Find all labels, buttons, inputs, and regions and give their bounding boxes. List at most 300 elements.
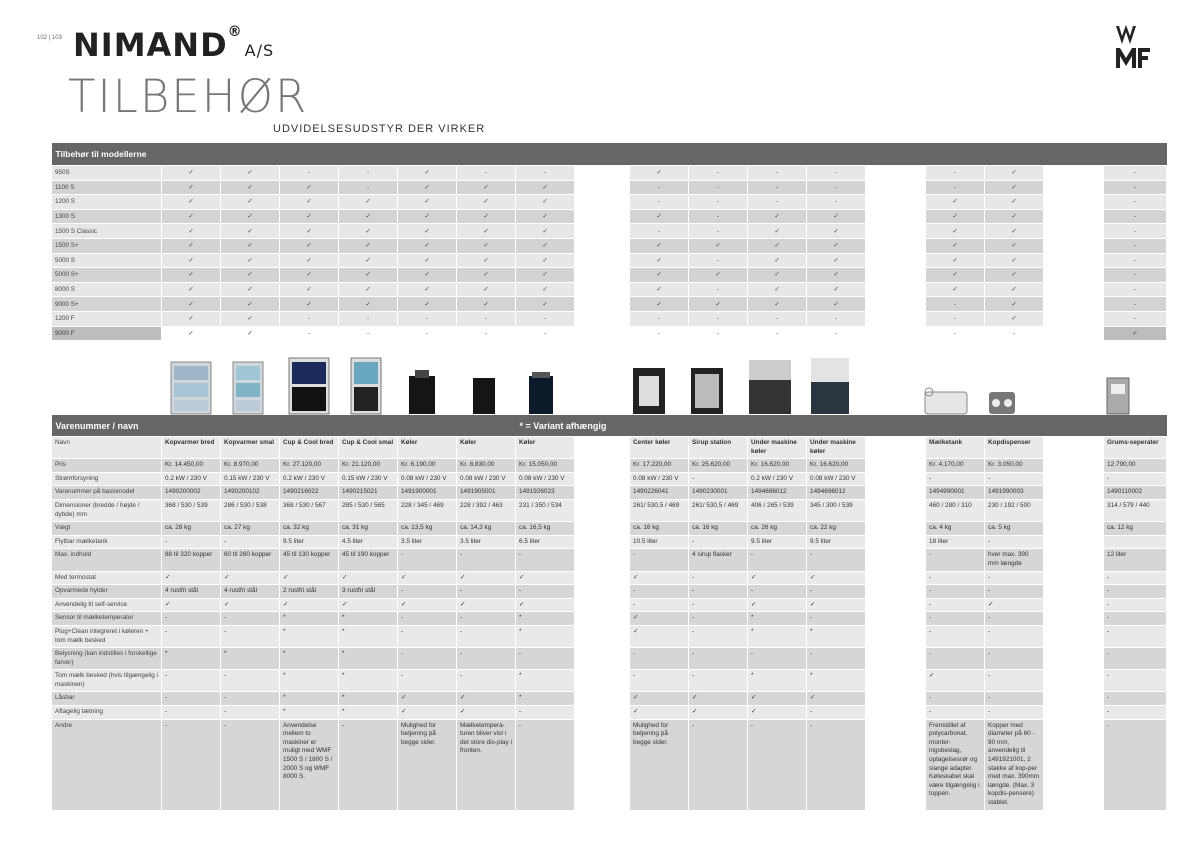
spec-cell: ca. 22 kg xyxy=(807,522,866,536)
spec-cell: - xyxy=(807,706,866,720)
specification-table xyxy=(51,415,1167,811)
compat-cell xyxy=(866,224,926,239)
compat-cell: - xyxy=(398,326,457,341)
compat-cell: ✓ xyxy=(162,311,221,326)
spec-cell: 0.08 kW / 230 V xyxy=(630,472,689,486)
compat-cell: ✓ xyxy=(221,166,280,181)
spec-cell: ✓ xyxy=(630,706,689,720)
cooler-1-image xyxy=(407,368,437,416)
spec-cell: 261/ 530,5 / 469 xyxy=(689,499,748,521)
spec-cell: Mulighed for betjening på begge sider. xyxy=(398,719,457,810)
brand-logo xyxy=(73,26,274,64)
compat-cell xyxy=(866,195,926,210)
spec-cell: ✓ xyxy=(280,598,339,612)
spec-cell: - xyxy=(162,625,221,647)
compat-row xyxy=(52,311,1167,326)
spec-cell: - xyxy=(516,719,575,810)
spec-row-label: Låsbar xyxy=(52,692,162,706)
spec-cell: ✓ xyxy=(985,598,1044,612)
spec-cell: - xyxy=(1104,719,1167,810)
spec-cell: Kr. 21.120,00 xyxy=(339,459,398,473)
compat-cell: - xyxy=(689,282,748,297)
spec-cell: - xyxy=(985,670,1044,692)
spec-row-label: Opvarmede hylder xyxy=(52,585,162,599)
compat-cell: ✓ xyxy=(280,238,339,253)
spec-cell: * xyxy=(748,612,807,626)
compat-cell xyxy=(866,253,926,268)
compat-model-label: 5000 S+ xyxy=(52,268,162,283)
spec-row xyxy=(52,670,1167,692)
spec-cell: 406 / 265 / 539 xyxy=(748,499,807,521)
spec-cell: - xyxy=(1104,585,1167,599)
spec-cell xyxy=(866,549,926,571)
spec-cell: ✓ xyxy=(457,571,516,585)
spec-cell: 1490226041 xyxy=(630,486,689,500)
compat-row xyxy=(52,297,1167,312)
spec-cell: - xyxy=(1104,670,1167,692)
spec-cell: 0.08 kW / 230 V xyxy=(457,472,516,486)
compat-cell: - xyxy=(339,311,398,326)
compat-cell xyxy=(1044,224,1104,239)
spec-cell: - xyxy=(1104,571,1167,585)
spec-cell: - xyxy=(221,692,280,706)
spec-cell: - xyxy=(398,648,457,670)
spec-cell: 88 til 320 kopper xyxy=(162,549,221,571)
compat-cell: - xyxy=(1104,166,1167,181)
registered-mark: ® xyxy=(227,24,243,40)
spec-cell: 1490216022 xyxy=(280,486,339,500)
compat-cell xyxy=(575,195,630,210)
compat-cell: ✓ xyxy=(221,209,280,224)
compat-cell: - xyxy=(689,195,748,210)
spec-cell: 9.5 liter xyxy=(807,535,866,549)
spec-cell: - xyxy=(221,719,280,810)
spec-cell xyxy=(1104,535,1167,549)
compat-cell xyxy=(1044,326,1104,341)
spec-cell: * xyxy=(516,692,575,706)
spec-cell xyxy=(866,598,926,612)
compat-cell xyxy=(1044,166,1104,181)
spec-cell xyxy=(575,612,630,626)
spec-cell: 1494686012 xyxy=(748,486,807,500)
spec-cell: ✓ xyxy=(398,571,457,585)
spec-cell: Under maskine køler xyxy=(748,437,807,459)
spec-cell: ✓ xyxy=(516,598,575,612)
spec-cell: hver max. 390 mm længde xyxy=(985,549,1044,571)
compat-cell: ✓ xyxy=(457,297,516,312)
spec-cell: Kr. 15.050,00 xyxy=(516,459,575,473)
spec-cell xyxy=(575,648,630,670)
compat-cell xyxy=(575,224,630,239)
compat-model-label: 1100 S xyxy=(52,180,162,195)
spec-cell xyxy=(1044,571,1104,585)
compat-model-label: 1200 S xyxy=(52,195,162,210)
spec-cell: 0.2 kW / 230 V xyxy=(162,472,221,486)
compat-cell: - xyxy=(926,166,985,181)
compat-cell: ✓ xyxy=(162,209,221,224)
spec-cell xyxy=(866,437,926,459)
spec-row xyxy=(52,598,1167,612)
spec-cell: - xyxy=(162,670,221,692)
spec-cell: 10.5 liter xyxy=(630,535,689,549)
compat-cell: - xyxy=(807,195,866,210)
spec-cell: 12.790,00 xyxy=(1104,459,1167,473)
spec-cell: 0.2 kW / 230 V xyxy=(748,472,807,486)
compat-cell xyxy=(1044,195,1104,210)
compat-cell: ✓ xyxy=(630,297,689,312)
spec-row-label: Varenummer på basismodel xyxy=(52,486,162,500)
compat-cell xyxy=(1044,268,1104,283)
compat-model-label: 1500 S+ xyxy=(52,238,162,253)
compat-cell: ✓ xyxy=(748,268,807,283)
spec-cell: - xyxy=(689,670,748,692)
compat-cell xyxy=(1044,180,1104,195)
spec-cell: - xyxy=(985,585,1044,599)
spec-cell: * xyxy=(516,625,575,647)
compat-cell: ✓ xyxy=(398,238,457,253)
compat-cell: ✓ xyxy=(398,195,457,210)
spec-cell: 4 rustfri stål xyxy=(162,585,221,599)
spec-cell xyxy=(1044,670,1104,692)
spec-cell: 285 / 530 / 565 xyxy=(339,499,398,521)
compat-cell: ✓ xyxy=(162,224,221,239)
spec-cell: - xyxy=(926,598,985,612)
compat-cell: ✓ xyxy=(748,224,807,239)
compat-cell: - xyxy=(1104,253,1167,268)
spec-cell: Køler xyxy=(516,437,575,459)
spec-cell: - xyxy=(807,585,866,599)
spec-cell: 228 / 345 / 469 xyxy=(398,499,457,521)
spec-cell: - xyxy=(457,612,516,626)
compat-cell: ✓ xyxy=(926,224,985,239)
compat-cell: ✓ xyxy=(398,209,457,224)
compat-cell: ✓ xyxy=(339,297,398,312)
compat-cell: ✓ xyxy=(339,209,398,224)
spec-row xyxy=(52,571,1167,585)
compat-cell: ✓ xyxy=(807,268,866,283)
compat-cell: - xyxy=(807,180,866,195)
compat-cell xyxy=(575,209,630,224)
spec-cell: 261/ 530,5 / 469 xyxy=(630,499,689,521)
spec-row-label: Med termostat xyxy=(52,571,162,585)
spec-cell: - xyxy=(516,648,575,670)
compat-cell: - xyxy=(516,166,575,181)
spec-cell: 1491990003 xyxy=(985,486,1044,500)
compat-cell: ✓ xyxy=(280,297,339,312)
compat-model-label: 9000 S+ xyxy=(52,297,162,312)
cup-cool-wide-image xyxy=(287,354,331,416)
compat-cell: ✓ xyxy=(748,238,807,253)
spec-cell: - xyxy=(457,648,516,670)
spec-row-label: Anvendelig til self-service xyxy=(52,598,162,612)
spec-row xyxy=(52,706,1167,720)
compat-cell: ✓ xyxy=(689,297,748,312)
spec-cell xyxy=(575,692,630,706)
compat-cell: - xyxy=(280,326,339,341)
spec-row-label: Belysning (kan indstilles i forskellige farver) xyxy=(52,648,162,670)
spec-cell: * xyxy=(339,612,398,626)
compat-cell: - xyxy=(280,166,339,181)
compat-cell: ✓ xyxy=(221,326,280,341)
compat-row xyxy=(52,268,1167,283)
spec-cell xyxy=(1044,472,1104,486)
under-machine-cooler-2-image xyxy=(809,356,851,416)
compat-cell: ✓ xyxy=(926,195,985,210)
spec-cell: - xyxy=(162,612,221,626)
spec-row xyxy=(52,499,1167,521)
compat-cell: ✓ xyxy=(339,224,398,239)
compat-cell: ✓ xyxy=(516,224,575,239)
spec-cell: - xyxy=(1104,692,1167,706)
compat-cell: ✓ xyxy=(280,224,339,239)
spec-cell: - xyxy=(985,571,1044,585)
spec-cell: 1490215021 xyxy=(339,486,398,500)
spec-cell: - xyxy=(985,625,1044,647)
spec-cell: * xyxy=(748,625,807,647)
compat-cell: ✓ xyxy=(457,180,516,195)
spec-cell: Cup & Cool bred xyxy=(280,437,339,459)
compat-cell: ✓ xyxy=(162,180,221,195)
compat-cell xyxy=(866,311,926,326)
compat-cell: ✓ xyxy=(985,195,1044,210)
spec-cell xyxy=(866,585,926,599)
compat-cell: ✓ xyxy=(457,268,516,283)
spec-cell: * xyxy=(221,648,280,670)
compat-row xyxy=(52,238,1167,253)
spec-cell: 1491905001 xyxy=(457,486,516,500)
compat-cell: - xyxy=(630,195,689,210)
spec-cell: - xyxy=(221,625,280,647)
spec-cell: ✓ xyxy=(748,571,807,585)
spec-cell xyxy=(575,499,630,521)
compat-row xyxy=(52,195,1167,210)
cup-warmer-wide-image xyxy=(169,356,213,416)
spec-cell: Mælketempera-turen bliver vist i det store dis-play i fronten. xyxy=(457,719,516,810)
spec-cell: 0.15 kW / 230 V xyxy=(339,472,398,486)
spec-row xyxy=(52,459,1167,473)
spec-cell: Kr. 8.970,00 xyxy=(221,459,280,473)
compat-row xyxy=(52,326,1167,341)
spec-cell xyxy=(866,625,926,647)
spec-cell: 45 til 190 kopper xyxy=(339,549,398,571)
spec-cell: - xyxy=(1104,625,1167,647)
spec-cell xyxy=(575,549,630,571)
compat-row xyxy=(52,209,1167,224)
spec-cell: Kr. 17.220,00 xyxy=(630,459,689,473)
compat-cell: ✓ xyxy=(221,297,280,312)
spec-cell: ✓ xyxy=(398,692,457,706)
spec-cell: ✓ xyxy=(221,571,280,585)
compat-cell: ✓ xyxy=(221,311,280,326)
cooler-3-image xyxy=(527,370,555,416)
compat-cell xyxy=(866,166,926,181)
compat-cell: ✓ xyxy=(221,238,280,253)
compat-cell: - xyxy=(516,311,575,326)
spec-cell xyxy=(1044,719,1104,810)
spec-row-label: Aftagelig tætning xyxy=(52,706,162,720)
spec-cell: - xyxy=(630,648,689,670)
spec-cell: 0.08 kW / 230 V xyxy=(516,472,575,486)
compat-cell: ✓ xyxy=(221,180,280,195)
spec-row xyxy=(52,522,1167,536)
under-machine-cooler-1-image xyxy=(747,358,793,416)
spec-row xyxy=(52,692,1167,706)
spec-row xyxy=(52,585,1167,599)
compat-cell: - xyxy=(748,180,807,195)
compat-model-label: 1500 S Classic xyxy=(52,224,162,239)
spec-cell: - xyxy=(221,670,280,692)
compat-cell: - xyxy=(457,311,516,326)
spec-cell: ca. 27 kg xyxy=(221,522,280,536)
syrup-station-image xyxy=(689,366,725,416)
spec-cell: - xyxy=(1104,612,1167,626)
compat-cell: - xyxy=(339,326,398,341)
spec-cell: - xyxy=(689,648,748,670)
spec-cell: ✓ xyxy=(457,692,516,706)
compat-cell: ✓ xyxy=(457,209,516,224)
spec-cell: Kr. 27.120,00 xyxy=(280,459,339,473)
spec-cell xyxy=(1044,692,1104,706)
compat-cell xyxy=(1044,311,1104,326)
compat-cell: ✓ xyxy=(689,238,748,253)
spec-cell: - xyxy=(516,706,575,720)
compat-cell xyxy=(866,238,926,253)
compat-cell: - xyxy=(748,311,807,326)
compat-cell: - xyxy=(280,311,339,326)
spec-cell xyxy=(575,486,630,500)
spec-cell: 3 rustfri stål xyxy=(339,585,398,599)
compat-cell: ✓ xyxy=(985,180,1044,195)
spec-cell: - xyxy=(516,549,575,571)
spec-cell: ✓ xyxy=(630,625,689,647)
spec-cell: - xyxy=(1104,648,1167,670)
spec-cell: Køler xyxy=(398,437,457,459)
compat-cell xyxy=(866,326,926,341)
spec-cell: ✓ xyxy=(689,692,748,706)
cup-cool-narrow-image xyxy=(349,354,383,416)
compat-cell: - xyxy=(689,253,748,268)
compat-cell: ✓ xyxy=(221,195,280,210)
compat-cell: ✓ xyxy=(398,268,457,283)
spec-row-label: Plug+Clean integreret i køleren + tom mælk besked xyxy=(52,625,162,647)
spec-cell: 1494696012 xyxy=(807,486,866,500)
compat-cell xyxy=(575,166,630,181)
spec-cell: 0.15 kW / 230 V xyxy=(221,472,280,486)
compat-cell: ✓ xyxy=(457,195,516,210)
spec-cell: ✓ xyxy=(339,598,398,612)
compat-row xyxy=(52,282,1167,297)
spec-cell: 1490110002 xyxy=(1104,486,1167,500)
spec-cell: - xyxy=(689,472,748,486)
spec-cell: 60 til 260 kopper xyxy=(221,549,280,571)
spec-cell: - xyxy=(398,585,457,599)
compat-model-label: 9000 F xyxy=(52,326,162,341)
spec-cell xyxy=(575,437,630,459)
spec-cell: ca. 16 kg xyxy=(630,522,689,536)
spec-cell: - xyxy=(926,585,985,599)
compat-cell: - xyxy=(630,326,689,341)
compat-cell: ✓ xyxy=(339,253,398,268)
spec-cell: - xyxy=(748,648,807,670)
compat-cell: ✓ xyxy=(457,253,516,268)
spec-cell xyxy=(866,670,926,692)
spec-cell: * xyxy=(516,612,575,626)
compat-cell: - xyxy=(807,311,866,326)
spec-cell xyxy=(575,670,630,692)
compat-row xyxy=(52,166,1167,181)
spec-cell: - xyxy=(398,670,457,692)
spec-cell: - xyxy=(162,535,221,549)
compat-cell xyxy=(1044,238,1104,253)
spec-cell: * xyxy=(280,625,339,647)
spec-cell xyxy=(866,522,926,536)
compat-cell: ✓ xyxy=(516,253,575,268)
spec-cell xyxy=(575,585,630,599)
spec-cell: * xyxy=(280,670,339,692)
compat-cell: - xyxy=(748,326,807,341)
spec-row xyxy=(52,612,1167,626)
compat-cell: ✓ xyxy=(985,297,1044,312)
compat-cell: ✓ xyxy=(926,268,985,283)
spec-row-label: Dimensioner (bredde / højde / dybde) mm xyxy=(52,499,162,521)
spec-cell: Kr. 6.190,00 xyxy=(398,459,457,473)
spec-cell: Kopdispenser xyxy=(985,437,1044,459)
compat-cell xyxy=(575,297,630,312)
spec-cell xyxy=(866,719,926,810)
spec-cell: - xyxy=(1104,598,1167,612)
compat-cell: ✓ xyxy=(985,282,1044,297)
spec-cell: - xyxy=(985,648,1044,670)
spec-cell: 1491926023 xyxy=(516,486,575,500)
compat-cell: ✓ xyxy=(985,238,1044,253)
compat-cell: ✓ xyxy=(807,297,866,312)
spec-header-left: Varenummer / navn xyxy=(52,415,516,437)
spec-cell: Grums-seperater xyxy=(1104,437,1167,459)
compat-cell: - xyxy=(926,311,985,326)
spec-cell: Kr. 8.830,00 xyxy=(457,459,516,473)
page-subtitle: UDVIDELSESUDSTYR DER VIRKER xyxy=(273,123,486,135)
spec-cell: - xyxy=(985,692,1044,706)
spec-cell xyxy=(575,706,630,720)
compat-cell: ✓ xyxy=(630,282,689,297)
compat-cell: - xyxy=(689,180,748,195)
spec-cell xyxy=(1044,549,1104,571)
spec-cell: 368 / 530 / 539 xyxy=(162,499,221,521)
spec-cell: - xyxy=(926,692,985,706)
compat-cell: ✓ xyxy=(807,224,866,239)
compat-cell: - xyxy=(807,326,866,341)
spec-cell: - xyxy=(807,549,866,571)
spec-cell: - xyxy=(926,612,985,626)
spec-cell: - xyxy=(162,706,221,720)
spec-cell: Kopvarmer bred xyxy=(162,437,221,459)
spec-cell: - xyxy=(807,648,866,670)
spec-cell: 2 rustfri stål xyxy=(280,585,339,599)
compat-cell xyxy=(866,297,926,312)
spec-cell xyxy=(866,472,926,486)
spec-row-label: Andre xyxy=(52,719,162,810)
compat-cell: ✓ xyxy=(985,253,1044,268)
compat-cell: ✓ xyxy=(398,282,457,297)
compat-cell: - xyxy=(926,180,985,195)
compat-cell: ✓ xyxy=(807,282,866,297)
compat-cell: ✓ xyxy=(339,282,398,297)
compat-cell: ✓ xyxy=(162,326,221,341)
compat-header: Tilbehør til modellerne xyxy=(52,143,1167,166)
spec-cell xyxy=(1044,522,1104,536)
compat-cell: - xyxy=(689,311,748,326)
spec-cell: Fremstillet af polycarbonat, monter-ingsbeslag, optagelsesrør og slange adapter. Køleskabet skal være tilgængelig i toppen. xyxy=(926,719,985,810)
